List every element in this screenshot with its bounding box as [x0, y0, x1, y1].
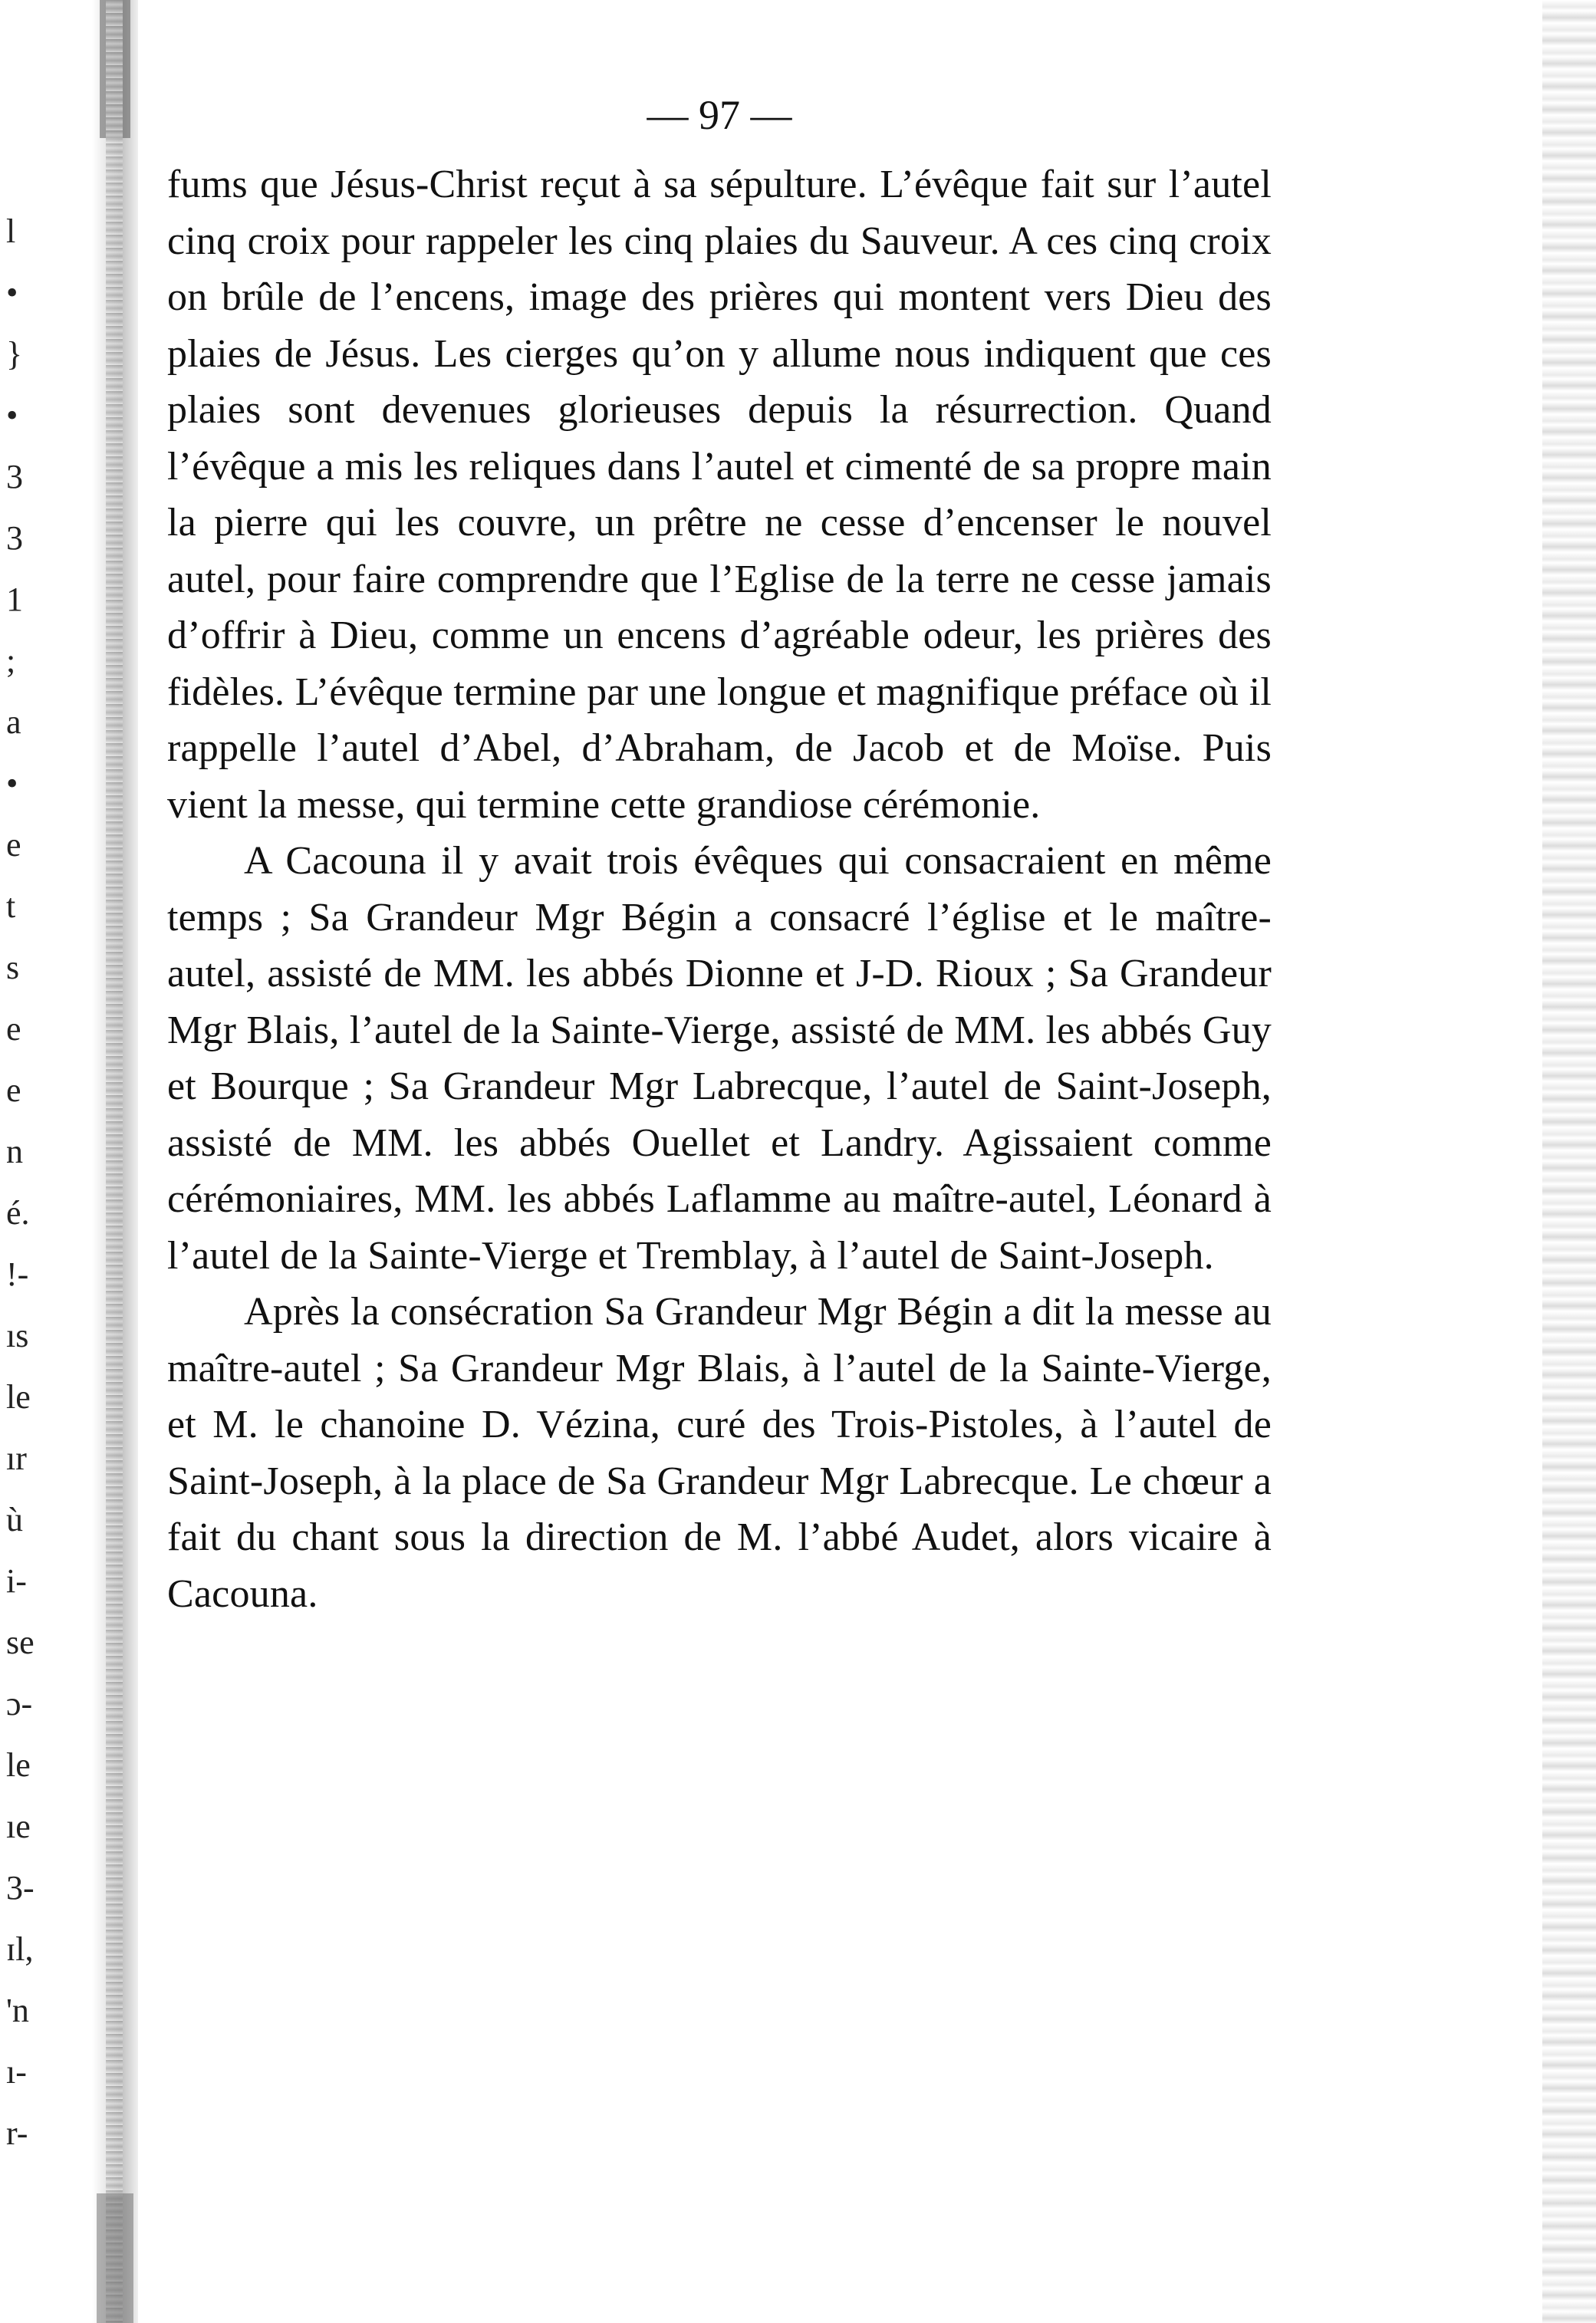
adjacent-page-margin: [0, 0, 77, 2323]
adjacent-page-fragment: e: [6, 1071, 21, 1109]
adjacent-page-fragment: 1: [6, 581, 23, 618]
adjacent-page-fragment: ı-: [6, 2053, 27, 2091]
adjacent-page-fragment: e: [6, 826, 21, 864]
adjacent-page-fragment: •: [6, 274, 18, 311]
adjacent-page-fragment: i-: [6, 1562, 27, 1600]
adjacent-page-fragment: ıs: [6, 1317, 29, 1354]
adjacent-page-fragment: se: [6, 1624, 35, 1661]
gutter-shadow: [106, 0, 123, 2323]
adjacent-page-fragment: le: [6, 1378, 31, 1416]
adjacent-page-fragment: 3: [6, 519, 23, 557]
adjacent-page-fragment: •: [6, 396, 18, 434]
paragraph-1: fums que Jésus-Christ reçut à sa sépulture. L’évêque fait sur l’autel cinq croix pour rappeler les cinq plaies du Sauveur. A ces cinq croix on brûle de l’encens, image des prières qui montent vers Dieu des plaies de Jésus. Les cierges qu’on y allume nous indiquent que ces plaies sont devenues glorieuses depuis la résurrection. Quand l’évêque a mis les reliques dans l’autel et cimenté de sa propre main la pierre qui les couvre, un prêtre ne cesse d’encenser le nouvel autel, pour faire comprendre que l’Eglise de la terre ne cesse jamais d’offrir à Dieu, comme un encens d’agréable odeur, les prières des fidèles. L’évêque termine par une longue et magnifique préface où il rappelle l’autel d’Abel, d’Abraham, de Jacob et de Moïse. Puis vient la messe, qui termine cette grandiose cérémonie.: [167, 163, 1272, 827]
adjacent-page-fragment: ıe: [6, 1808, 31, 1845]
adjacent-page-fragment: ɪl,: [6, 1930, 34, 1968]
book-page: [167, 84, 1272, 1622]
adjacent-page-fragment: ù: [6, 1501, 23, 1538]
adjacent-page-fragment: n: [6, 1133, 23, 1170]
adjacent-page-fragment: •: [6, 765, 18, 802]
adjacent-page-fragment: }: [6, 335, 23, 373]
paragraph-2: A Cacouna il y avait trois évêques qui consacraient en même temps ; Sa Grandeur Mgr Bégin a consacré l’église et le maître-autel, assisté de MM. les abbés Dionne et J-D. Rioux ; Sa Grandeur Mgr Blais, l’autel de la Sainte-Vierge, assisté de MM. les abbés Guy et Bourque ; Sa Grandeur Mgr Labrecque, l’autel de Saint-Joseph, assisté de MM. les abbés Ouellet et Landry. Agissaient comme cérémoniaires, MM. les abbés Laflamme au maître-autel, Léonard à l’autel de la Sainte-Vierge et Tremblay, à l’autel de Saint-Joseph.: [167, 839, 1272, 1278]
adjacent-page-fragment: 3: [6, 458, 23, 495]
adjacent-page-fragment: 3-: [6, 1869, 35, 1907]
adjacent-page-fragment: a: [6, 703, 21, 741]
page-number: — 97 —: [647, 92, 792, 138]
adjacent-page-fragment: 'n: [6, 1992, 29, 2029]
adjacent-page-fragment: r-: [6, 2114, 28, 2152]
adjacent-page-fragment: le: [6, 1746, 31, 1784]
adjacent-page-fragment: ır: [6, 1440, 27, 1477]
adjacent-page-fragment: ;: [6, 642, 16, 679]
paragraph-3: Après la consécration Sa Grandeur Mgr Bégin a dit la messe au maître-autel ; Sa Grandeur Mgr Blais, à l’autel de la Sainte-Vierge, et M. le chanoine D. Vézina, curé des Trois-Pistoles, à l’autel de Saint-Joseph, à la place de Sa Grandeur Mgr Labrecque. Le chœur a fait du chant sous la direction de M. l’abbé Audet, alors vicaire à Cacouna.: [167, 1290, 1272, 1616]
gutter-shadow-bottom: [97, 2193, 133, 2323]
adjacent-page-fragment: l: [6, 212, 16, 250]
adjacent-page-fragment: é.: [6, 1194, 30, 1232]
adjacent-page-fragment: e: [6, 1010, 21, 1048]
adjacent-page-fragment: s: [6, 949, 20, 986]
page-edge-right: [1542, 0, 1596, 2323]
adjacent-page-fragment: ɔ-: [6, 1685, 33, 1723]
binding-gutter-left: [92, 0, 138, 2323]
body-text: [167, 156, 1272, 1622]
adjacent-page-fragment: t: [6, 887, 16, 925]
adjacent-page-fragment: !-: [6, 1255, 29, 1293]
